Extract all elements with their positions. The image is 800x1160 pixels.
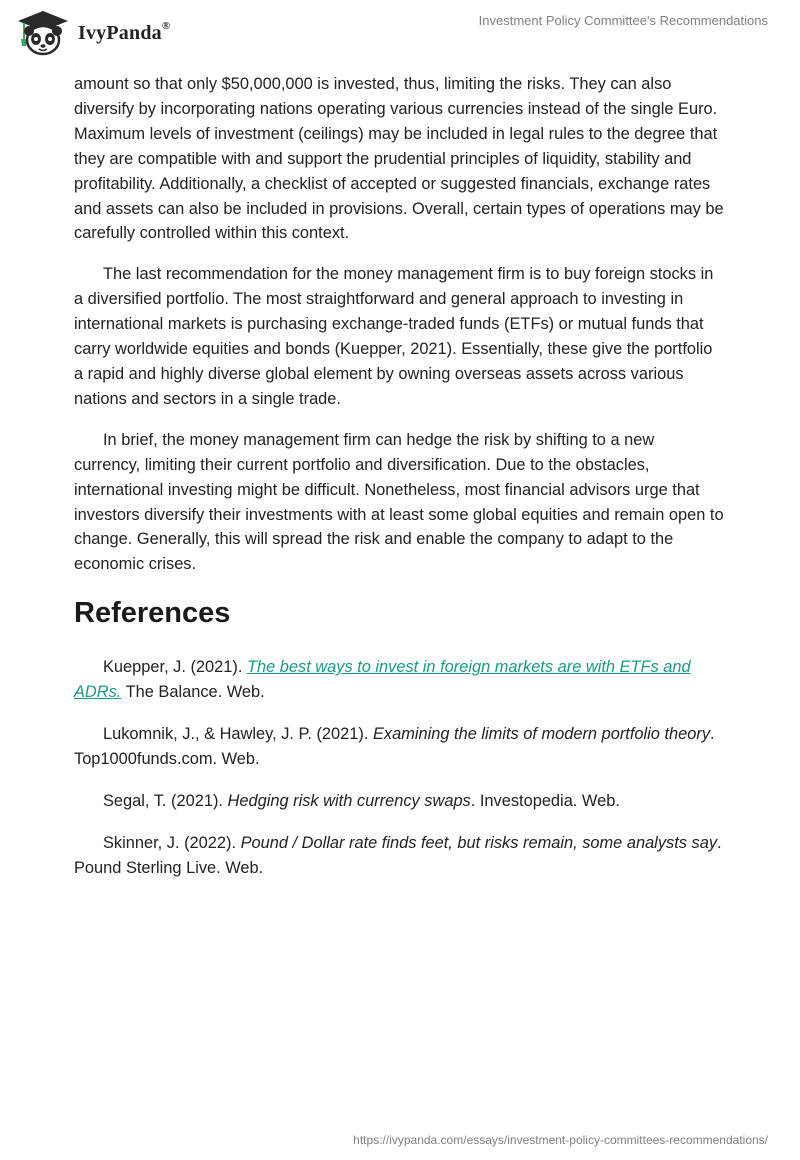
document-title: Investment Policy Committee's Recommendations — [478, 13, 768, 28]
reference-item: Segal, T. (2021). Hedging risk with currency swaps. Investopedia. Web. — [103, 791, 620, 810]
reference-link[interactable]: The best ways to invest in foreign markets are with ETFs and ADRs. — [74, 658, 691, 702]
paragraph: amount so that only $50,000,000 is invested, thus, limiting the risks. They can also diversify by incorporating nations operating various currencies instead of the single Euro. Maximum levels of investment (ceilings) may be included in legal rules to the degree that they are compatible with and support the prudential principles of liquidity, stability and profitability. Additionally, a checklist of accepted or suggested financials, exchange rates and assets can also be included in provisions. Overall, certain types of operations may be carefully controlled within this context. — [74, 75, 724, 243]
paragraph: In brief, the money management firm can hedge the risk by shifting to a new currency, limiting their current portfolio and diversification. Due to the obstacles, international investing might be difficult. Nonetheless, most financial advisors urge that investors diversify their investments with at least some global equities and remain open to change. Generally, this will spread the risk and enable the company to adapt to the economic crises. — [74, 430, 724, 574]
ivypanda-logo[interactable] — [14, 8, 170, 58]
reference-item: Skinner, J. (2022). Pound / Dollar rate finds feet, but risks remain, some analysts say. Pound Sterling Live. Web. — [74, 833, 722, 877]
essay-content — [74, 72, 724, 898]
reference-item: Lukomnik, J., & Hawley, J. P. (2021). Examining the limits of modern portfolio theory. Top1000funds.com. Web. — [74, 725, 715, 768]
brand-name: IvyPanda® — [78, 19, 171, 44]
footer-url[interactable]: https://ivypanda.com/essays/investment-policy-committees-recommendations/ — [353, 1133, 768, 1147]
reference-item: Kuepper, J. (2021). The best ways to invest in foreign markets are with ETFs and ADRs. The Balance. Web. — [74, 658, 691, 702]
references-heading: References — [74, 597, 231, 630]
paragraph: The last recommendation for the money management firm is to buy foreign stocks in a diversified portfolio. The most straightforward and general approach to investing in international markets is purchasing exchange-traded funds (ETFs) or mutual funds that carry worldwide equities and bonds (Kuepper, 2021). Essentially, these give the portfolio a rapid and highly diverse global element by owning overseas assets across various nations and sectors in a single trade. — [74, 265, 714, 408]
panda-graduate-icon — [14, 9, 72, 57]
page-header — [0, 0, 800, 70]
